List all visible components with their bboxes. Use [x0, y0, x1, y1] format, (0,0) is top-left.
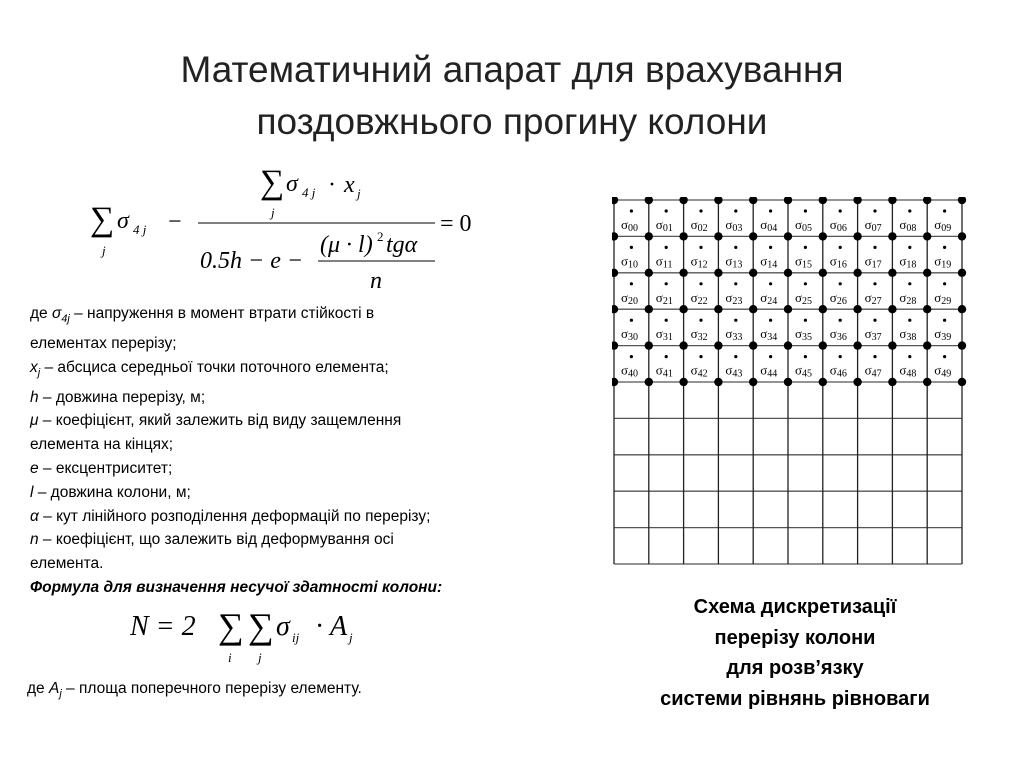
index: 4 j — [302, 185, 316, 200]
element-center-dot — [908, 246, 911, 249]
element-center-dot — [839, 319, 842, 322]
element-center-dot — [630, 282, 633, 285]
symbol: e — [30, 459, 39, 477]
element-center-dot — [734, 246, 737, 249]
node-dot — [958, 378, 966, 386]
element-stress-label: σ14 — [760, 253, 778, 271]
index: j — [102, 243, 106, 258]
element-center-dot — [943, 319, 946, 322]
element-stress-label: σ41 — [655, 362, 673, 380]
element-center-dot — [873, 282, 876, 285]
element-center-dot — [908, 209, 911, 212]
text: елемента. — [30, 555, 104, 573]
element-center-dot — [769, 282, 772, 285]
node-dot — [749, 378, 757, 386]
element-center-dot — [873, 319, 876, 322]
node-dot — [679, 305, 687, 313]
node-dot — [819, 341, 827, 349]
element-stress-label: σ05 — [795, 217, 813, 234]
node-dot — [749, 341, 757, 349]
exponent: 2 — [377, 229, 384, 244]
node-dot — [853, 378, 861, 386]
node-dot — [679, 378, 687, 386]
element-stress-label: σ29 — [934, 289, 952, 307]
element-center-dot — [804, 355, 807, 358]
element-center-dot — [839, 246, 842, 249]
dot: · — [328, 172, 336, 198]
element-stress-label: σ08 — [899, 217, 917, 234]
node-dot — [679, 232, 687, 240]
text: – коефіцієнт, що залежить від деформування осі — [38, 531, 394, 549]
element-center-dot — [943, 209, 946, 212]
element-center-dot — [943, 355, 946, 358]
symbol: l — [30, 483, 34, 501]
node-dot — [612, 269, 618, 277]
formula-heading: Формула для визначення несучої здатності колони: — [30, 578, 443, 596]
element-stress-label: σ36 — [829, 326, 847, 344]
stability-equation — [90, 165, 490, 295]
node-dot — [784, 378, 792, 386]
element-center-dot — [665, 209, 668, 212]
subscript: j — [59, 688, 62, 701]
element-stress-label: σ40 — [621, 362, 639, 380]
index: 4 j — [133, 222, 147, 237]
node-dot — [612, 378, 618, 386]
text: елемента на кінцях; — [30, 436, 174, 454]
sigma: σ — [276, 611, 290, 642]
node-dot — [612, 197, 618, 204]
element-stress-label: σ21 — [655, 289, 673, 307]
sigma: σ — [117, 208, 129, 234]
element-center-dot — [665, 282, 668, 285]
element-stress-label: σ34 — [760, 326, 778, 344]
text: – коефіцієнт, який залежить від виду защемлення — [38, 412, 402, 430]
definition-line — [30, 528, 590, 552]
element-center-dot — [769, 246, 772, 249]
sum-symbol: ∑ — [218, 606, 244, 646]
text: – довжина перерізу, м; — [38, 388, 206, 406]
node-dot — [679, 341, 687, 349]
element-stress-label: σ37 — [864, 326, 882, 344]
element-center-dot — [665, 355, 668, 358]
definition-line — [30, 332, 590, 356]
node-dot — [749, 305, 757, 313]
element-center-dot — [665, 319, 668, 322]
node-dot — [923, 378, 931, 386]
node-dot — [923, 305, 931, 313]
x: x — [344, 172, 355, 198]
element-center-dot — [699, 319, 702, 322]
element-center-dot — [630, 355, 633, 358]
node-dot — [645, 197, 653, 204]
definition-line — [30, 302, 590, 332]
sum-symbol: ∑ — [90, 201, 115, 238]
element-stress-label: σ06 — [829, 217, 847, 234]
text: – абсциса середньої точки поточного елемента; — [40, 358, 389, 376]
node-dot — [679, 197, 687, 204]
element-center-dot — [699, 209, 702, 212]
node-dot — [679, 269, 687, 277]
element-stress-label: σ12 — [690, 253, 708, 271]
element-center-dot — [734, 209, 737, 212]
definition-line — [30, 457, 590, 481]
element-center-dot — [873, 209, 876, 212]
node-dot — [749, 269, 757, 277]
element-center-dot — [839, 209, 842, 212]
element-stress-label: σ46 — [829, 362, 847, 380]
element-center-dot — [908, 355, 911, 358]
node-dot — [923, 341, 931, 349]
node-dot — [853, 305, 861, 313]
text: – кут лінійного розподілення деформацій по перерізу; — [38, 507, 431, 525]
n: n — [370, 268, 382, 294]
element-center-dot — [699, 355, 702, 358]
node-dot — [923, 197, 931, 204]
node-dot — [853, 197, 861, 204]
node-dot — [612, 341, 618, 349]
element-stress-label: σ04 — [760, 217, 778, 234]
element-stress-label: σ30 — [621, 326, 639, 344]
text: елементах перерізу; — [30, 334, 177, 352]
node-dot — [923, 269, 931, 277]
node-dot — [888, 305, 896, 313]
node-dot — [784, 269, 792, 277]
node-dot — [958, 197, 966, 204]
element-center-dot — [630, 246, 633, 249]
denominator: 0.5h − e − — [200, 248, 304, 274]
element-stress-label: σ23 — [725, 289, 743, 307]
node-dot — [958, 269, 966, 277]
element-stress-label: σ26 — [829, 289, 847, 307]
element-stress-label: σ11 — [655, 253, 673, 271]
index: j — [357, 186, 361, 201]
element-stress-label: σ35 — [795, 326, 813, 344]
element-center-dot — [804, 246, 807, 249]
node-dot — [853, 269, 861, 277]
node-dot — [612, 305, 618, 313]
prefix: де — [30, 305, 52, 322]
node-dot — [923, 232, 931, 240]
node-dot — [819, 269, 827, 277]
definition-line — [30, 386, 590, 410]
caption-line: системи рівнянь рівноваги — [660, 687, 930, 710]
element-stress-label: σ43 — [725, 362, 743, 380]
element-stress-label: σ13 — [725, 253, 743, 271]
title-line: поздовжнього прогину колони — [256, 101, 768, 142]
element-stress-label: σ32 — [690, 326, 708, 344]
element-stress-label: σ48 — [899, 362, 917, 380]
element-stress-label: σ28 — [899, 289, 917, 307]
element-stress-label: σ31 — [655, 326, 673, 344]
index: i — [228, 650, 232, 665]
element-stress-label: σ18 — [899, 253, 917, 271]
text: – напруження в момент втрати стійкості в — [69, 305, 375, 322]
node-dot — [612, 232, 618, 240]
element-center-dot — [769, 355, 772, 358]
index: j — [349, 630, 353, 645]
node-dot — [714, 269, 722, 277]
element-stress-label: σ49 — [934, 362, 952, 380]
element-stress-label: σ44 — [760, 362, 778, 380]
capacity-formula — [130, 600, 390, 675]
node-dot — [819, 197, 827, 204]
node-dot — [714, 197, 722, 204]
symbol: x — [30, 358, 38, 376]
element-stress-label: σ10 — [621, 253, 639, 271]
text: – площа поперечного перерізу елементу. — [61, 680, 362, 697]
element-stress-label: σ22 — [690, 289, 708, 307]
title-line: Математичний апарат для врахування — [180, 49, 844, 90]
element-stress-label: σ27 — [864, 289, 882, 307]
symbol: μ — [30, 412, 39, 430]
element-stress-label: σ19 — [934, 253, 952, 271]
node-dot — [888, 232, 896, 240]
node-dot — [645, 378, 653, 386]
grid-caption — [600, 592, 990, 714]
element-stress-label: σ16 — [829, 253, 847, 271]
element-center-dot — [699, 282, 702, 285]
element-stress-label: σ17 — [864, 253, 882, 271]
definition-line — [30, 409, 590, 433]
definition-line — [30, 505, 590, 529]
element-center-dot — [630, 209, 633, 212]
element-center-dot — [630, 319, 633, 322]
definition-line — [30, 481, 590, 505]
definition-line — [30, 433, 590, 457]
node-dot — [714, 232, 722, 240]
element-center-dot — [734, 319, 737, 322]
index: ij — [292, 630, 300, 645]
node-dot — [645, 269, 653, 277]
element-center-dot — [873, 246, 876, 249]
node-dot — [853, 232, 861, 240]
element-stress-label: σ33 — [725, 326, 743, 344]
minus: − — [168, 209, 182, 235]
slide-title — [0, 44, 1024, 148]
element-center-dot — [943, 246, 946, 249]
caption-line: Схема дискретизації — [693, 596, 897, 618]
node-dot — [784, 232, 792, 240]
element-stress-label: σ03 — [725, 217, 743, 234]
subscript: 4j — [61, 313, 70, 326]
element-stress-label: σ38 — [899, 326, 917, 344]
element-stress-label: σ24 — [760, 289, 778, 307]
node-dot — [819, 378, 827, 386]
prefix: де — [27, 680, 49, 697]
caption-line: для розв’язку — [726, 657, 864, 679]
sigma: σ — [286, 171, 298, 197]
element-center-dot — [769, 209, 772, 212]
symbol: α — [30, 507, 39, 525]
node-dot — [819, 305, 827, 313]
node-dot — [784, 197, 792, 204]
element-stress-label: σ15 — [795, 253, 813, 271]
sum-symbol: ∑ — [260, 165, 285, 201]
element-stress-label: σ02 — [690, 217, 708, 234]
node-dot — [645, 232, 653, 240]
node-dot — [749, 232, 757, 240]
node-dot — [958, 232, 966, 240]
node-dot — [958, 305, 966, 313]
mu-l: (μ · l) — [320, 232, 373, 258]
node-dot — [714, 341, 722, 349]
element-center-dot — [804, 209, 807, 212]
node-dot — [819, 232, 827, 240]
element-center-dot — [734, 282, 737, 285]
element-stress-label: σ47 — [864, 362, 882, 380]
element-stress-label: σ25 — [795, 289, 813, 307]
element-stress-label: σ01 — [655, 217, 673, 234]
element-stress-label: σ20 — [621, 289, 639, 307]
element-stress-label: σ42 — [690, 362, 708, 380]
node-dot — [784, 341, 792, 349]
element-stress-label: σ00 — [621, 217, 639, 234]
element-center-dot — [908, 319, 911, 322]
element-center-dot — [699, 246, 702, 249]
element-center-dot — [839, 355, 842, 358]
element-center-dot — [873, 355, 876, 358]
symbol: σ — [51, 305, 62, 322]
node-dot — [714, 378, 722, 386]
element-center-dot — [943, 282, 946, 285]
node-dot — [888, 378, 896, 386]
sum-symbol: ∑ — [248, 606, 274, 646]
area-definition — [27, 680, 362, 700]
A: A — [330, 611, 348, 642]
element-center-dot — [804, 282, 807, 285]
element-stress-label: σ07 — [864, 217, 882, 234]
node-dot — [645, 305, 653, 313]
element-center-dot — [769, 319, 772, 322]
dot: · — [315, 611, 325, 642]
node-dot — [853, 341, 861, 349]
node-dot — [749, 197, 757, 204]
node-dot — [784, 305, 792, 313]
discretization-grid — [612, 197, 972, 567]
subscript: j — [37, 366, 41, 379]
definition-line — [30, 552, 590, 576]
element-center-dot — [734, 355, 737, 358]
element-center-dot — [665, 246, 668, 249]
node-dot — [958, 341, 966, 349]
element-center-dot — [804, 319, 807, 322]
node-dot — [714, 305, 722, 313]
symbol: n — [30, 531, 39, 549]
equals-zero: = 0 — [440, 211, 472, 237]
caption-line: перерізу колони — [714, 626, 876, 649]
text: – довжина колони, м; — [33, 483, 191, 501]
element-stress-label: σ45 — [795, 362, 813, 380]
node-dot — [888, 341, 896, 349]
node-dot — [888, 269, 896, 277]
definitions — [30, 302, 590, 600]
element-stress-label: σ39 — [934, 326, 952, 344]
element-stress-label: σ09 — [934, 217, 952, 234]
text: – ексцентриситет; — [38, 459, 173, 477]
symbol: A — [48, 680, 60, 697]
index: j — [271, 205, 275, 220]
node-dot — [645, 341, 653, 349]
tg-alpha: tgα — [386, 232, 418, 258]
index: j — [258, 650, 262, 665]
definition-line — [30, 356, 590, 386]
node-dot — [888, 197, 896, 204]
element-center-dot — [839, 282, 842, 285]
lhs: N = 2 — [130, 611, 196, 642]
symbol: h — [30, 388, 39, 406]
element-center-dot — [908, 282, 911, 285]
